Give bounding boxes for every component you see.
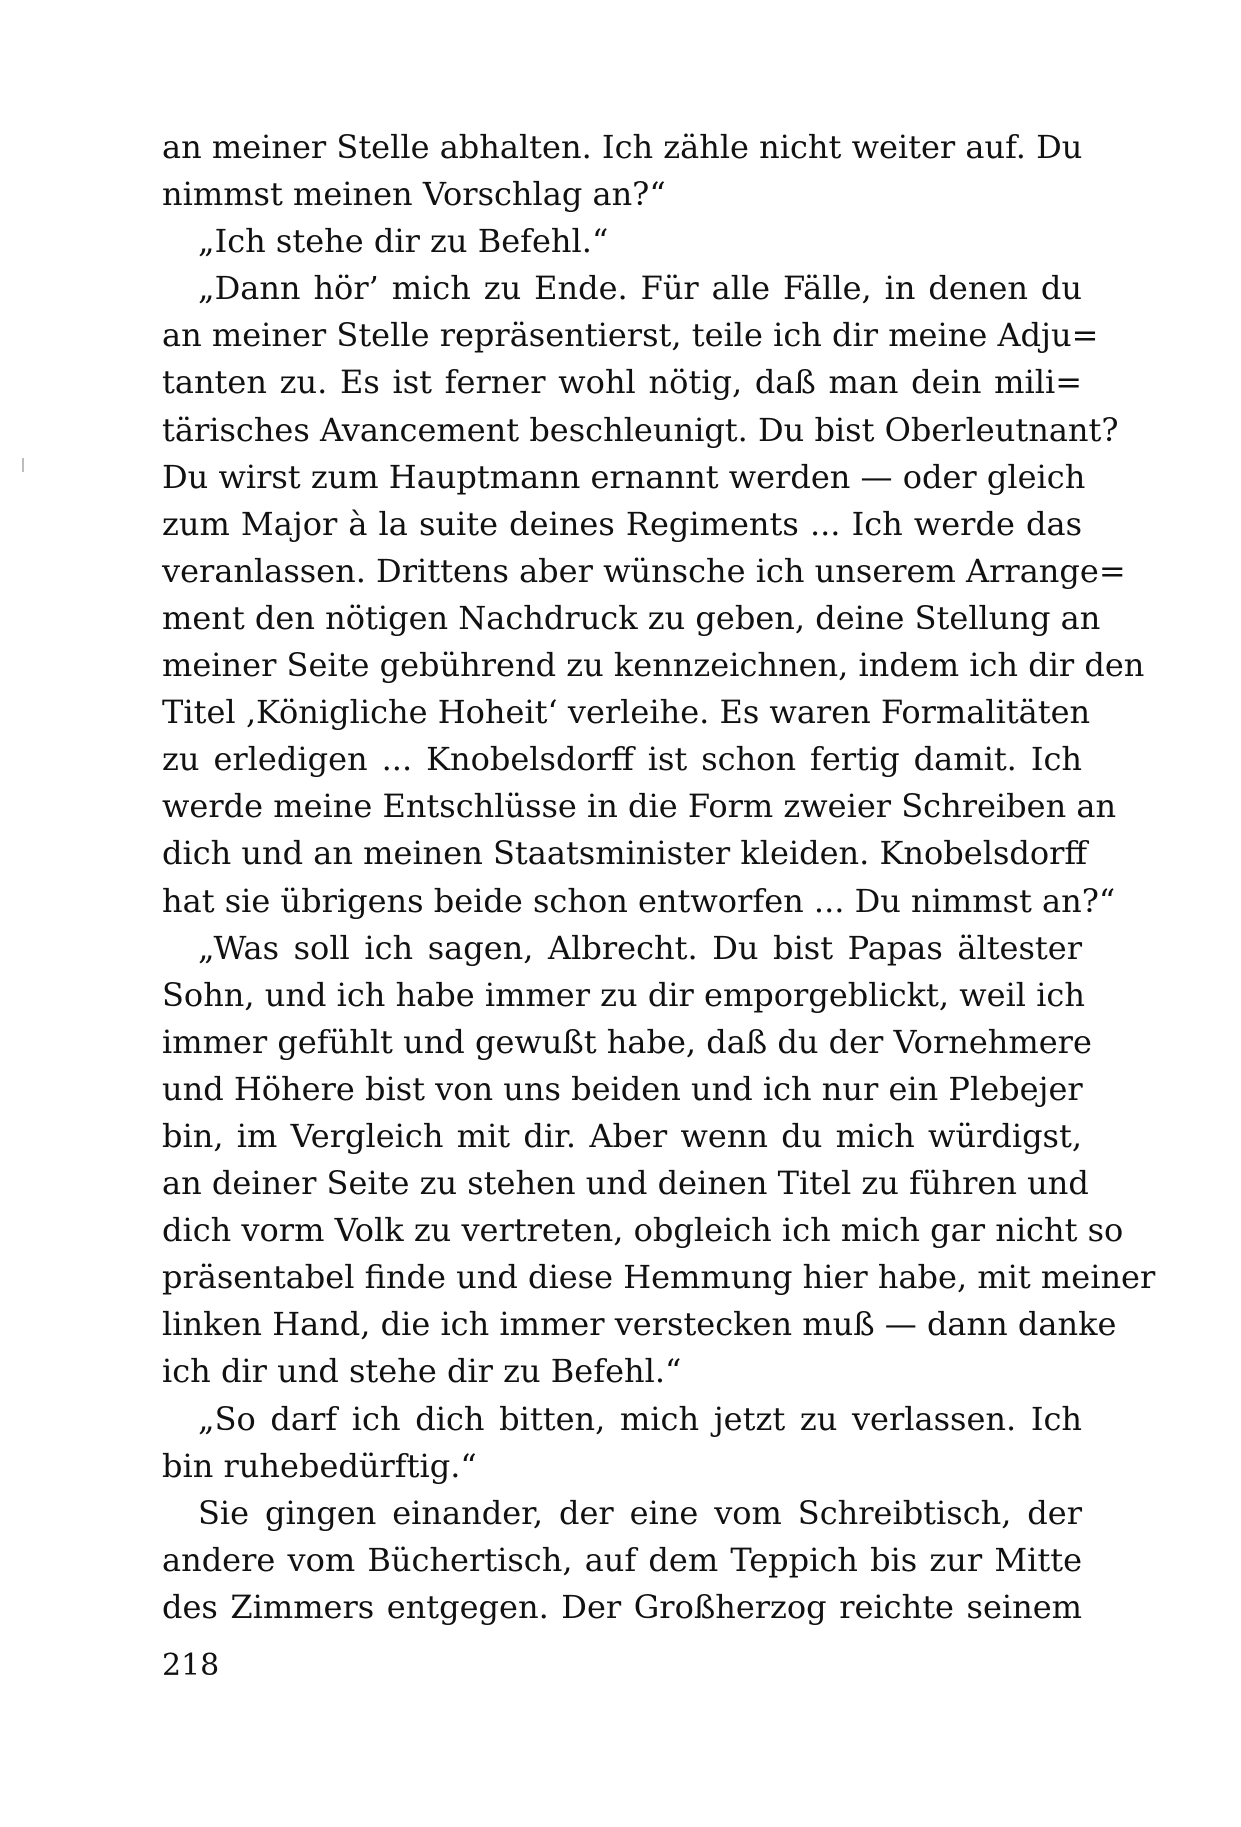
text-line: „Was soll ich sagen, Albrecht. Du bist Papas ältester bbox=[198, 928, 1082, 967]
text-line: nimmst meinen Vorschlag an?“ bbox=[162, 175, 666, 214]
text-line: meiner Seite gebührend zu kennzeichnen, indem ich dir den bbox=[162, 646, 1145, 685]
text-line: tärisches Avancement beschleunigt. Du bist Oberleutnant? bbox=[162, 410, 1119, 449]
margin-mark bbox=[22, 458, 24, 472]
text-line: dich vorm Volk zu vertreten, obgleich ich mich gar nicht so bbox=[162, 1211, 1124, 1250]
text-line: und Höhere bist von uns beiden und ich nur ein Plebejer bbox=[162, 1069, 1083, 1108]
text-line: veranlassen. Drittens aber wünsche ich unserem Arrange= bbox=[162, 551, 1126, 590]
text-line: an meiner Stelle repräsentierst, teile ich dir meine Adju= bbox=[162, 316, 1099, 355]
page-number: 218 bbox=[162, 1648, 220, 1683]
text-line: „Dann hör’ mich zu Ende. Für alle Fälle, in denen du bbox=[198, 269, 1082, 308]
text-line: linken Hand, die ich immer verstecken muß — dann danke bbox=[162, 1305, 1117, 1344]
text-line: ich dir und stehe dir zu Befehl.“ bbox=[162, 1352, 682, 1391]
text-line: zum Major à la suite deines Regiments ... Ich werde das bbox=[162, 504, 1082, 543]
text-line: zu erledigen ... Knobelsdorff ist schon fertig damit. Ich bbox=[162, 740, 1082, 779]
body-text bbox=[162, 124, 1156, 1631]
text-line: andere vom Büchertisch, auf dem Teppich bis zur Mitte bbox=[162, 1540, 1082, 1579]
text-line: bin ruhebedürftig.“ bbox=[162, 1446, 477, 1485]
text-line: Titel ‚Königliche Hoheit‘ verleihe. Es waren Formalitäten bbox=[162, 693, 1091, 732]
text-line: werde meine Entschlüsse in die Form zweier Schreiben an bbox=[162, 787, 1117, 826]
text-line: „Ich stehe dir zu Befehl.“ bbox=[198, 222, 609, 261]
text-line: des Zimmers entgegen. Der Großherzog reichte seinem bbox=[162, 1587, 1082, 1626]
text-line: tanten zu. Es ist ferner wohl nötig, daß man dein mili= bbox=[162, 363, 1082, 402]
text-line: „So darf ich dich bitten, mich jetzt zu verlassen. Ich bbox=[198, 1399, 1082, 1438]
text-line: an deiner Seite zu stehen und deinen Titel zu führen und bbox=[162, 1164, 1089, 1203]
text-line: hat sie übrigens beide schon entworfen ... Du nimmst an?“ bbox=[162, 881, 1116, 920]
text-line: ment den nötigen Nachdruck zu geben, deine Stellung an bbox=[162, 598, 1101, 637]
text-line: Sohn, und ich habe immer zu dir emporgeblickt, weil ich bbox=[162, 975, 1085, 1014]
text-line: Sie gingen einander, der eine vom Schreibtisch, der bbox=[198, 1493, 1082, 1532]
text-line: bin, im Vergleich mit dir. Aber wenn du mich würdigst, bbox=[162, 1116, 1082, 1155]
text-line: Du wirst zum Hauptmann ernannt werden — oder gleich bbox=[162, 457, 1086, 496]
text-line: präsentabel finde und diese Hemmung hier habe, mit meiner bbox=[162, 1258, 1156, 1297]
text-line: immer gefühlt und gewußt habe, daß du der Vornehmere bbox=[162, 1022, 1092, 1061]
text-line: dich und an meinen Staatsminister kleiden. Knobelsdorff bbox=[162, 834, 1088, 873]
text-line: an meiner Stelle abhalten. Ich zähle nicht weiter auf. Du bbox=[162, 128, 1083, 166]
